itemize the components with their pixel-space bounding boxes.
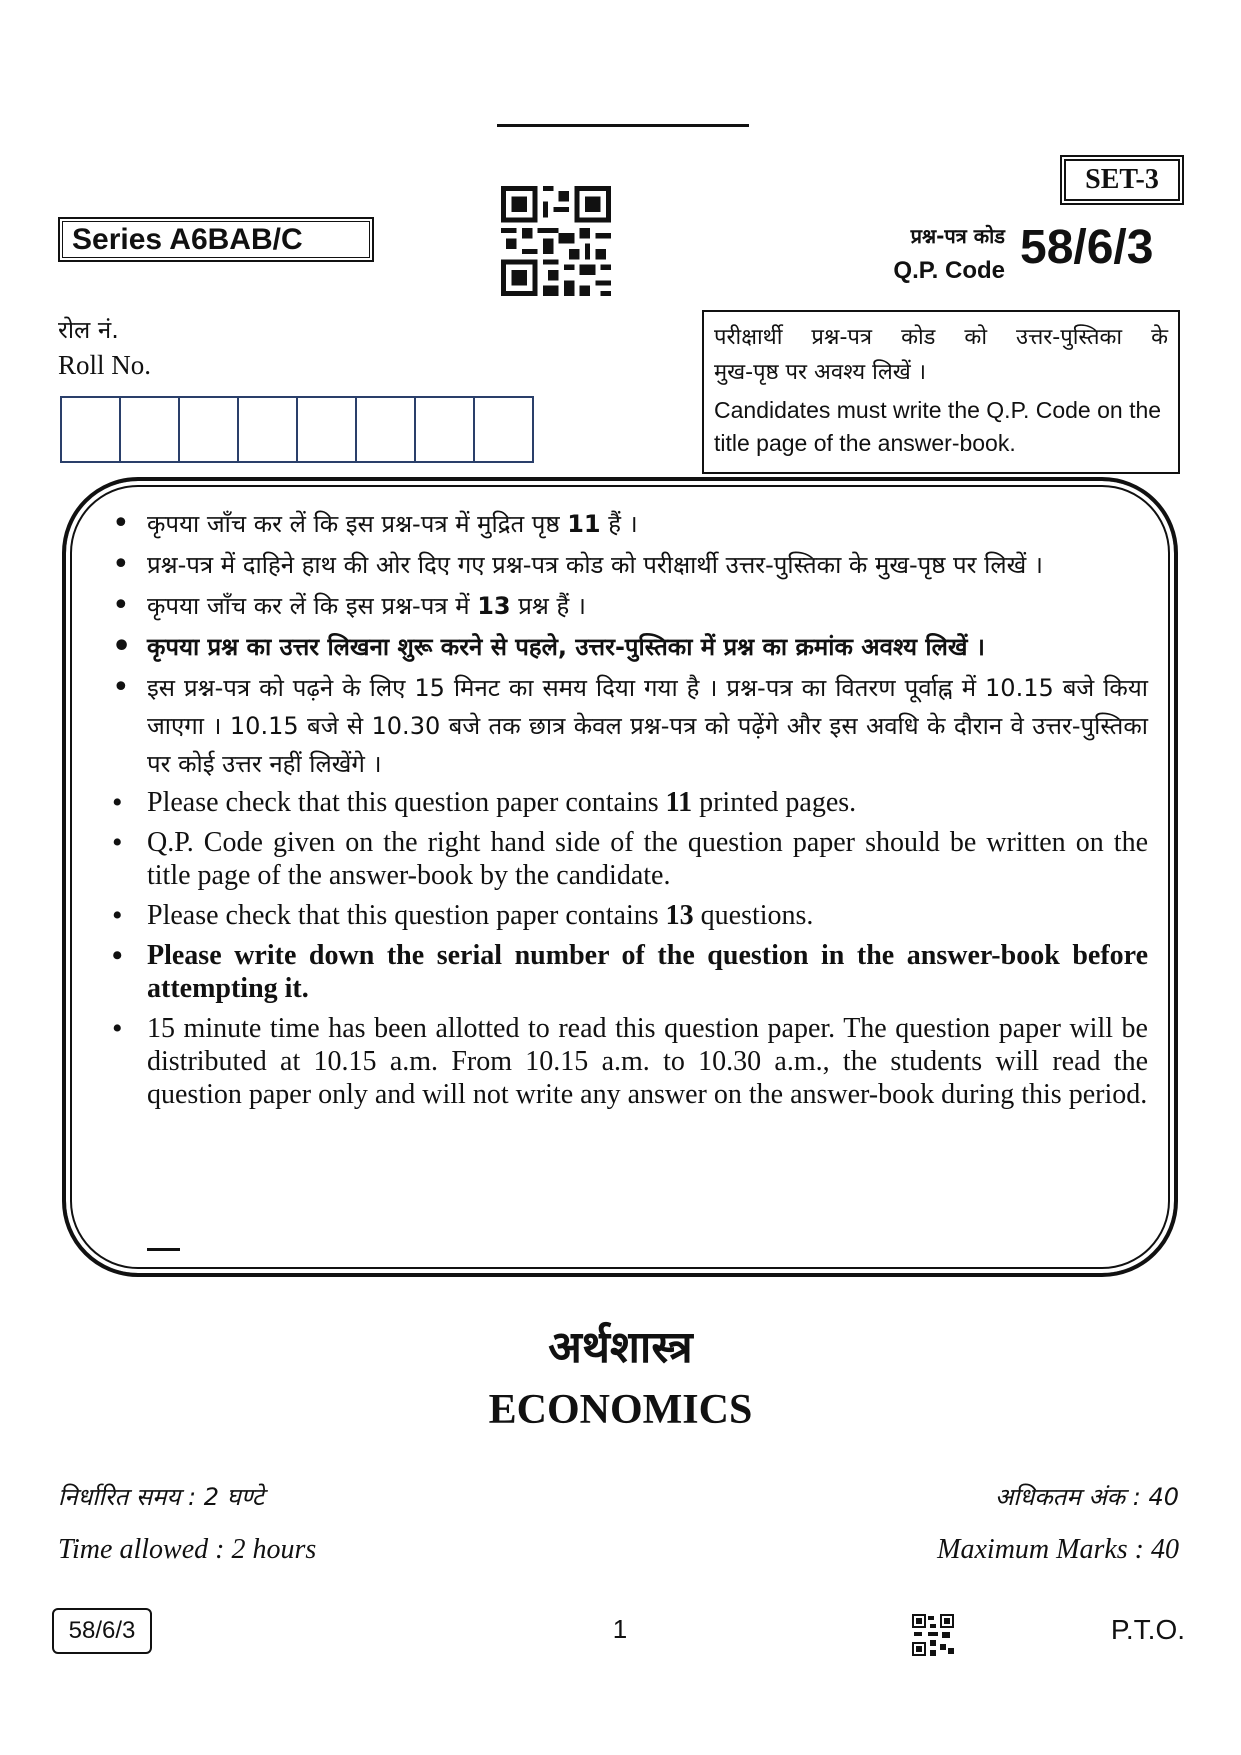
roll-digit-box[interactable]: [237, 396, 298, 463]
roll-digit-box[interactable]: [414, 396, 475, 463]
instruction-item: [112, 899, 1148, 932]
top-rule: [497, 124, 749, 127]
roll-digit-box[interactable]: [119, 396, 180, 463]
qp-code-value: 58/6/3: [1020, 221, 1154, 274]
instruction-hindi-line1: परीक्षार्थी प्रश्न-पत्र कोड को उत्तर-पुस्तिका के: [714, 325, 1168, 350]
qp-code-label: Q.P. Code: [893, 257, 1005, 284]
instruction-text: questions.: [693, 900, 814, 931]
instruction-item: • प्रश्न-पत्र में दाहिने हाथ की ओर दिए गए प्रश्न-पत्र कोड को परीक्षार्थी उत्तर-पुस्तिका के मुख-पृष्ठ पर लिखें ।: [112, 546, 1148, 584]
underline-mark: [147, 1248, 180, 1251]
instruction-item: • इस प्रश्न-पत्र को पढ़ने के लिए 15 मिनट का समय दिया गया है । प्रश्न-पत्र का वितरण पूर्वाह्न में 10.15 बजे किया जाएगा । 10.15 बजे से 10.30 बजे तक छात्र केवल प्रश्न-पत्र को पढ़ेंगे और इस अवधि के दौरान वे उत्तर-पुस्तिका पर कोई उत्तर नहीं लिखेंगे ।: [112, 669, 1148, 783]
subject-title: ECONOMICS: [488, 1387, 753, 1433]
instruction-item: • कृपया प्रश्न का उत्तर लिखना शुरू करने से पहले, उत्तर-पुस्तिका में प्रश्न का क्रमांक अवश्य लिखें ।: [112, 628, 1148, 666]
time-allowed-hindi: निर्धारित समय : 2 घण्टे: [58, 1483, 265, 1511]
maximum-marks: Maximum Marks : 40: [937, 1534, 1179, 1565]
instruction-item: • 15 minute time has been allotted to read this question paper. The question paper will be distributed at 10.15 a.m. From 10.15 a.m. to 10.30 a.m., the students will read the question paper only and will not write any answer on the answer-book during this period.: [112, 1012, 1148, 1111]
instruction-item: [112, 786, 1148, 819]
instructions-list: [112, 505, 1148, 1118]
instruction-item: • Please write down the serial number of the question in the answer-book before attempting it.: [112, 939, 1148, 1005]
qp-code-label-hindi: प्रश्न-पत्र कोड: [910, 224, 1005, 248]
time-allowed: Time allowed : 2 hours: [58, 1534, 317, 1565]
roll-digit-box[interactable]: [473, 396, 534, 463]
roll-label-hindi: रोल नं.: [58, 316, 119, 344]
instruction-item: • Q.P. Code given on the right hand side of the question paper should be written on the title page of the answer-book by the candidate.: [112, 826, 1148, 892]
footer-qp-code: 58/6/3: [52, 1608, 152, 1654]
page-number: 1: [612, 1614, 628, 1644]
qr-code-small-icon: [912, 1614, 954, 1656]
page-count: 11: [567, 510, 601, 538]
instruction-text: कृपया जाँच कर लें कि इस प्रश्न-पत्र में: [147, 592, 478, 620]
subject-title-hindi: अर्थशास्त्र: [548, 1322, 693, 1373]
question-count: 13: [477, 592, 511, 620]
instruction-text: printed pages.: [692, 787, 857, 818]
question-count: 13: [665, 900, 694, 931]
page-count: 11: [665, 787, 693, 818]
instruction-english: Candidates must write the Q.P. Code on the title page of the answer-book.: [714, 397, 1162, 456]
roll-digit-box[interactable]: [296, 396, 357, 463]
instruction-text: Please check that this question paper contains: [147, 900, 666, 931]
maximum-marks-hindi: अधिकतम अंक : 40: [994, 1483, 1179, 1511]
instruction-hindi-line2: मुख-पृष्ठ पर अवश्य लिखें ।: [714, 360, 927, 385]
instruction-text: प्रश्न हैं ।: [510, 592, 586, 620]
roll-digit-box[interactable]: [355, 396, 416, 463]
qr-code-icon: [501, 186, 611, 296]
roll-digit-box[interactable]: [178, 396, 239, 463]
instruction-item: [112, 587, 1148, 625]
qp-code-instruction-box: [702, 310, 1180, 474]
instruction-text: हैं ।: [600, 510, 638, 538]
set-label: SET-3: [1060, 155, 1184, 205]
roll-number-boxes: [60, 396, 534, 463]
instruction-text: कृपया जाँच कर लें कि इस प्रश्न-पत्र में मुद्रित पृष्ठ: [147, 510, 568, 538]
please-turn-over: P.T.O.: [1110, 1614, 1185, 1645]
series-label: Series A6BAB/C: [58, 217, 374, 262]
instruction-item: [112, 505, 1148, 543]
roll-label: Roll No.: [58, 350, 152, 380]
instruction-text: Please check that this question paper contains: [147, 787, 666, 818]
roll-digit-box[interactable]: [60, 396, 121, 463]
